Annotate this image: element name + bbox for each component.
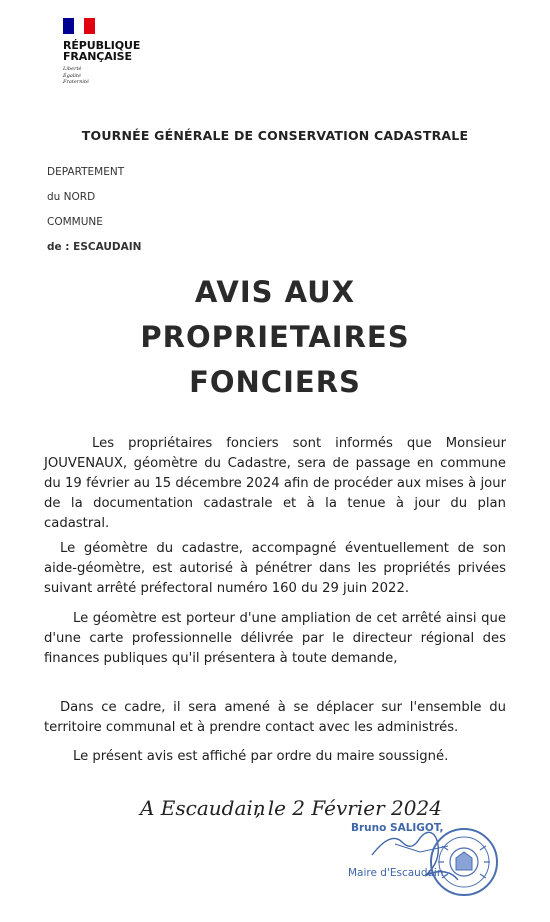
department-line3: COMMUNE [47,216,103,228]
paragraph-2: Le géomètre du cadastre, accompagné éventuellement de son aide-géomètre, est autorisé à pénétrer dans les propriétés privées suivant arrêté préfectoral numéro 160 du 29 juin 2022. [44,541,506,596]
notice-title-line2: PROPRIETAIRES [140,320,410,354]
signature-place: A Escaudain [140,796,266,820]
logo-title-line1: RÉPUBLIQUE [63,39,141,52]
signer-role: Maire d'Escaudain. [348,867,447,879]
motto-fraternite: Fraternité [63,79,89,85]
notice-title-line1: AVIS AUX [194,275,356,309]
motto-liberte: Liberté [63,66,82,72]
document-heading: TOURNÉE GÉNÉRALE DE CONSERVATION CADASTRALE [81,128,469,143]
motto-egalite: Égalité [63,72,81,79]
signature-date: , le 2 Février 2024 [255,796,442,820]
paragraph-1: Les propriétaires fonciers sont informés que Monsieur JOUVENAUX, géomètre du Cadastre, sera de passage en commune du 19 février au 15 décembre 2024 afin de procéder aux mises à jour de la documentation cadastrale et à la tenue à jour du plan cadastral. [44,436,506,531]
notice-title-line3: FONCIERS [189,365,361,399]
town-seal-stamp [428,826,500,898]
department-line2: du NORD [47,191,96,203]
paragraph-5: Le présent avis est affiché par ordre du maire soussigné. [73,749,449,764]
department-line4: de : ESCAUDAIN [47,241,142,253]
signer-name: Bruno SALIGOT, [351,822,444,834]
paragraph-4: Dans ce cadre, il sera amené à se déplacer sur l'ensemble du territoire communal et à prendre contact avec les administrés. [44,700,506,735]
paragraph-3: Le géomètre est porteur d'une ampliation de cet arrêté ainsi que d'une carte professionnelle délivrée par le directeur régional des finances publiques qu'il présentera à toute demande, [44,611,506,666]
logo-title-line2: FRANÇAISE [63,50,132,63]
department-line1: DEPARTEMENT [47,166,125,178]
